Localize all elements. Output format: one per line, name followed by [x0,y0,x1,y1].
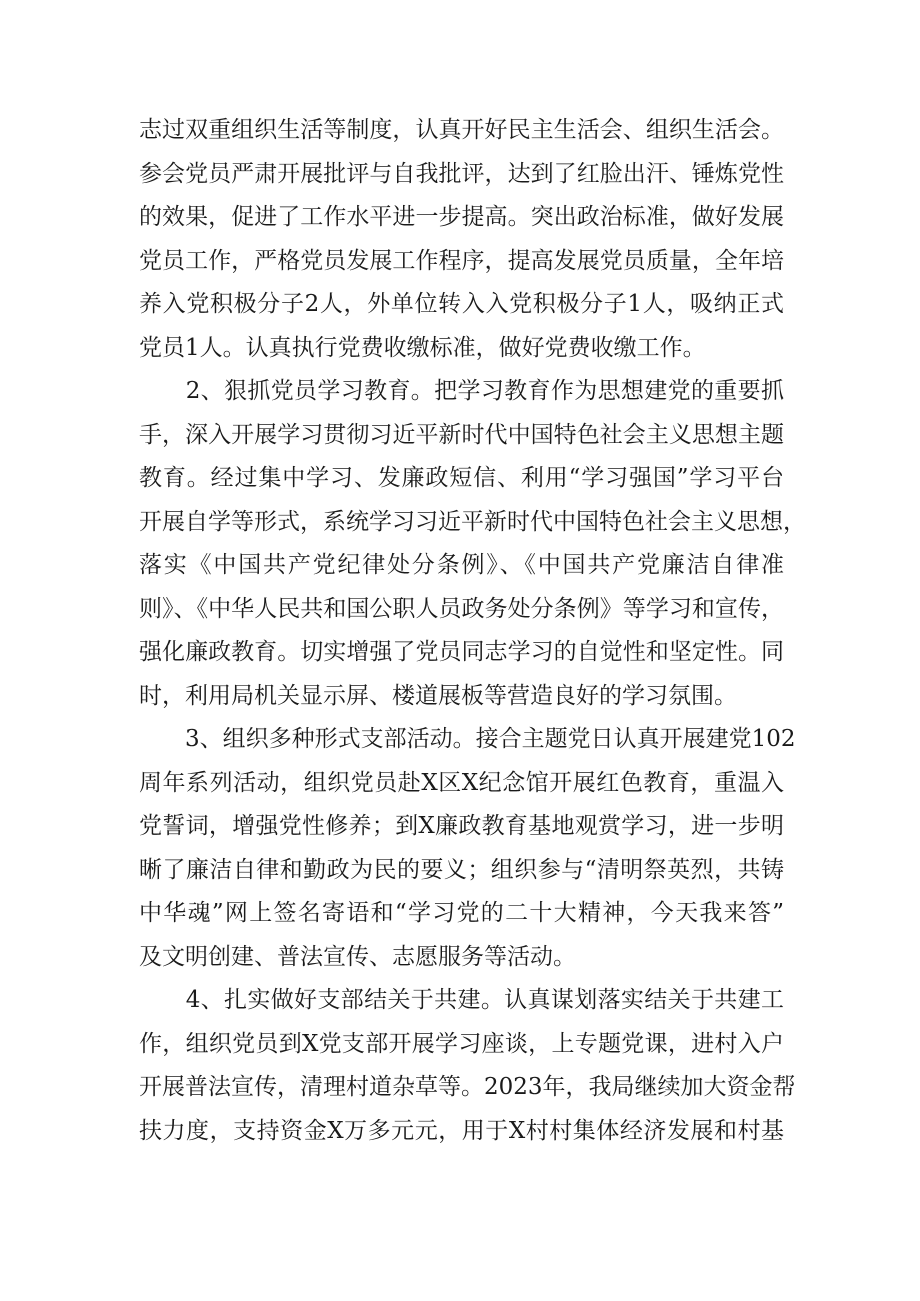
text-line: 晰了廉洁自律和勤政为民的要义；组织参与“清明祭英烈，共铸 [139,856,784,883]
text-line: 及文明创建、普法宣传、志愿服务等活动。 [139,943,576,970]
text-line: 时，利用局机关显示屏、楼道展板等营造良好的学习氛围。 [139,682,737,709]
text-line: 党员1人。认真执行党费收缴标准，做好党费收缴工作。 [139,334,706,361]
text-line: 参会党员严肃开展批评与自我批评，达到了红脸出汗、锤炼党性 [139,160,784,187]
text-line: 强化廉政教育。切实增强了党员同志学习的自觉性和坚定性。同 [139,639,784,665]
text-line: 养入党积极分子2人，外单位转入入党积极分子1人，吸纳正式 [139,291,784,317]
paragraph-1 [139,109,784,370]
paragraph-4 [139,979,796,1153]
text-line: 手，深入开展学习贯彻习近平新时代中国特色社会主义思想主题 [139,421,784,448]
text-line: 党誓词，增强党性修养；到X廉政教育基地观赏学习，进一步明 [139,813,784,839]
text-line: 则》、《中华人民共和国公职人员政务处分条例》等学习和宣传， [139,595,784,622]
text-line: 3、组织多种形式支部活动。接合主题党日认真开展建党102 [139,726,796,752]
paragraph-2 [139,370,806,718]
text-line: 的效果，促进了工作水平进一步提高。突出政治标准，做好发展 [139,204,784,230]
text-line: 志过双重组织生活等制度，认真开好民主生活会、组织生活会。 [139,117,784,143]
text-line: 教育。经过集中学习、发廉政短信、利用“学习强国”学习平台 [139,465,784,491]
paragraph-3 [139,718,796,979]
text-line: 落实《中国共产党纪律处分条例》、《中国共产党廉洁自律准 [139,552,784,578]
text-line: 周年系列活动，组织党员赴X区X纪念馆开展红色教育，重温入 [139,769,784,796]
text-line: 开展自学等形式，系统学习习近平新时代中国特色社会主义思想， [139,508,806,535]
text-line: 开展普法宣传，清理村道杂草等。2023年，我局继续加大资金帮 [139,1074,796,1100]
document-body [139,109,806,1153]
text-line: 党员工作，严格党员发展工作程序，提高发展党员质量，全年培 [139,247,784,274]
text-line: 4、扎实做好支部结关于共建。认真谋划落实结关于共建工 [139,987,784,1013]
text-line: 2、狠抓党员学习教育。把学习教育作为思想建党的重要抓 [139,378,784,404]
text-line: 中华魂”网上签名寄语和“学习党的二十大精神，今天我来答” [139,900,784,926]
text-line: 作，组织党员到X党支部开展学习座谈，上专题党课，进村入户 [139,1030,784,1057]
text-line: 扶力度，支持资金X万多元元，用于X村村集体经济发展和村基 [139,1117,784,1144]
